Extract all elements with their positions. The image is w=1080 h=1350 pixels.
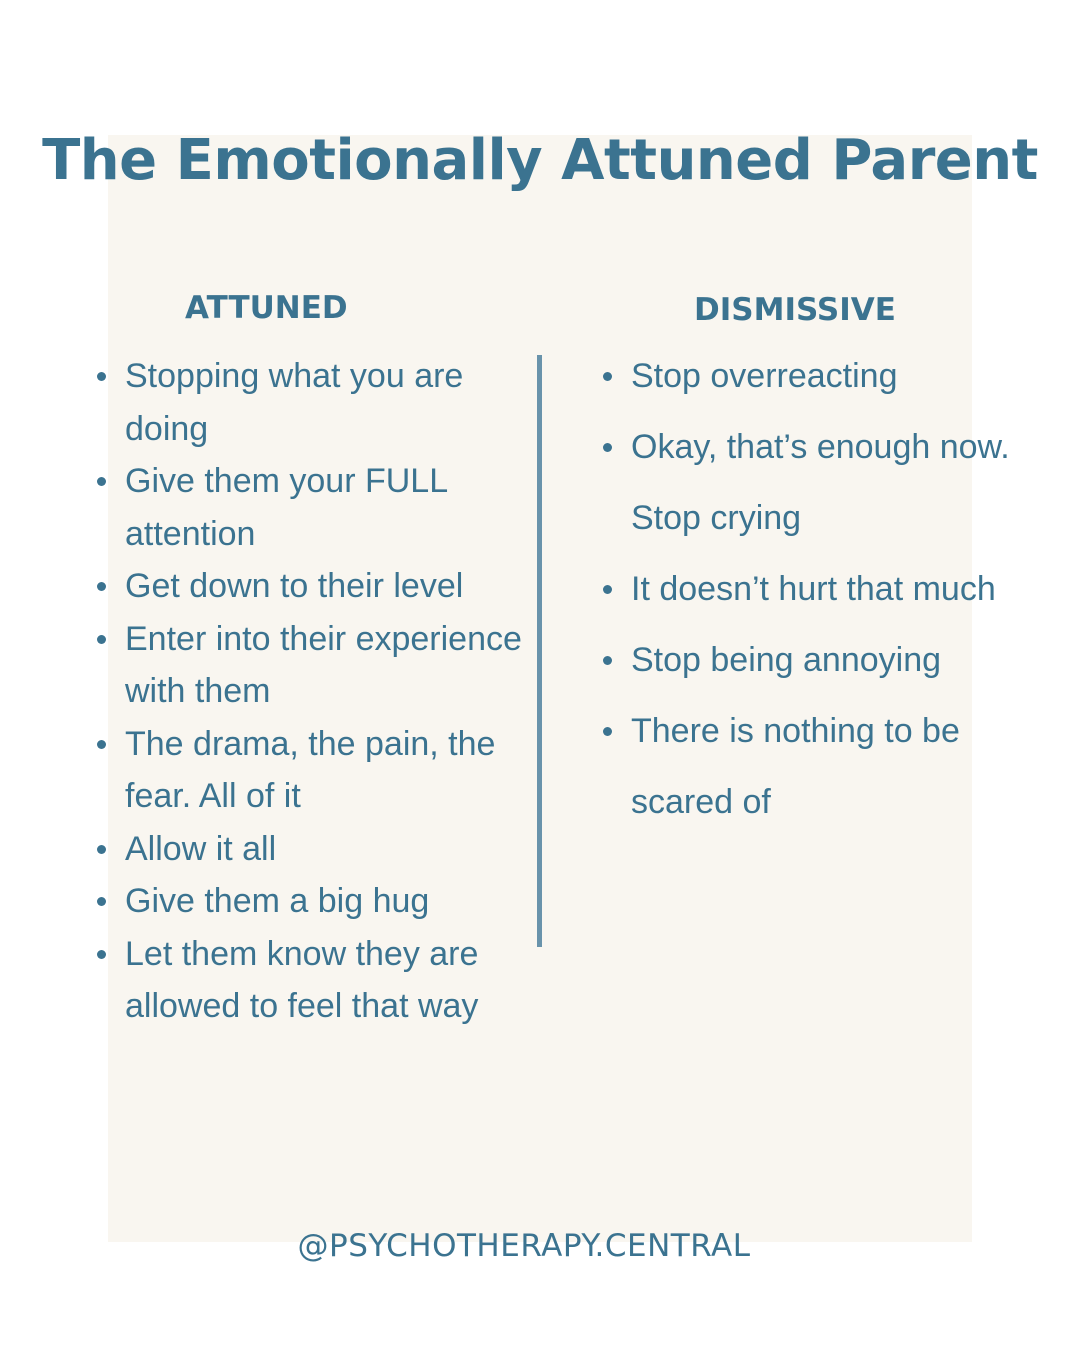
list-item bbox=[125, 875, 525, 928]
bullet-icon bbox=[603, 656, 612, 665]
list-item-text: Stop being annoying bbox=[631, 641, 942, 679]
bullet-icon bbox=[603, 443, 612, 452]
list-item bbox=[631, 625, 1031, 696]
list-item bbox=[631, 412, 1031, 554]
list-item bbox=[125, 560, 525, 613]
bullet-icon bbox=[97, 477, 106, 486]
list-item-text: It doesn’t hurt that much bbox=[631, 570, 996, 608]
list-item-text: Let them know they are allowed to feel that way bbox=[125, 934, 479, 1025]
dismissive-list bbox=[631, 341, 1031, 838]
list-item-text: Okay, that’s enough now. Stop crying bbox=[631, 428, 1010, 537]
bullet-icon bbox=[97, 372, 106, 381]
bullet-icon bbox=[603, 372, 612, 381]
attuned-list bbox=[125, 350, 525, 1033]
list-item bbox=[125, 823, 525, 876]
list-item-text: Enter into their experience with them bbox=[125, 619, 522, 710]
list-item bbox=[631, 554, 1031, 625]
list-item bbox=[125, 928, 525, 1033]
list-item bbox=[125, 718, 525, 823]
bullet-icon bbox=[97, 740, 106, 749]
bullet-icon bbox=[97, 635, 106, 644]
list-item-text: The drama, the pain, the fear. All of it bbox=[125, 724, 496, 815]
bullet-icon bbox=[603, 585, 612, 594]
column-divider bbox=[537, 355, 542, 947]
list-item-text: Give them a big hug bbox=[125, 882, 430, 920]
list-item-text: Stopping what you are doing bbox=[125, 357, 464, 448]
list-item bbox=[125, 455, 525, 560]
list-item bbox=[631, 341, 1031, 412]
list-item-text: Allow it all bbox=[125, 829, 277, 868]
social-handle: @PSYCHOTHERAPY.CENTRAL bbox=[297, 1228, 751, 1264]
list-item bbox=[125, 350, 525, 455]
page-title: The Emotionally Attuned Parent bbox=[42, 128, 1038, 193]
dismissive-heading: DISMISSIVE bbox=[694, 292, 896, 328]
list-item-text: Give them your FULL attention bbox=[125, 462, 447, 553]
bullet-icon bbox=[97, 845, 106, 854]
list-item bbox=[631, 696, 1031, 838]
bullet-icon bbox=[603, 727, 612, 736]
bullet-icon bbox=[97, 582, 106, 591]
list-item-text: Stop overreacting bbox=[631, 357, 898, 395]
list-item-text: Get down to their level bbox=[125, 567, 464, 605]
bullet-icon bbox=[97, 897, 106, 906]
list-item-text: There is nothing to be scared of bbox=[631, 712, 960, 821]
list-item bbox=[125, 613, 525, 718]
attuned-heading: ATTUNED bbox=[185, 290, 348, 326]
bullet-icon bbox=[97, 950, 106, 959]
